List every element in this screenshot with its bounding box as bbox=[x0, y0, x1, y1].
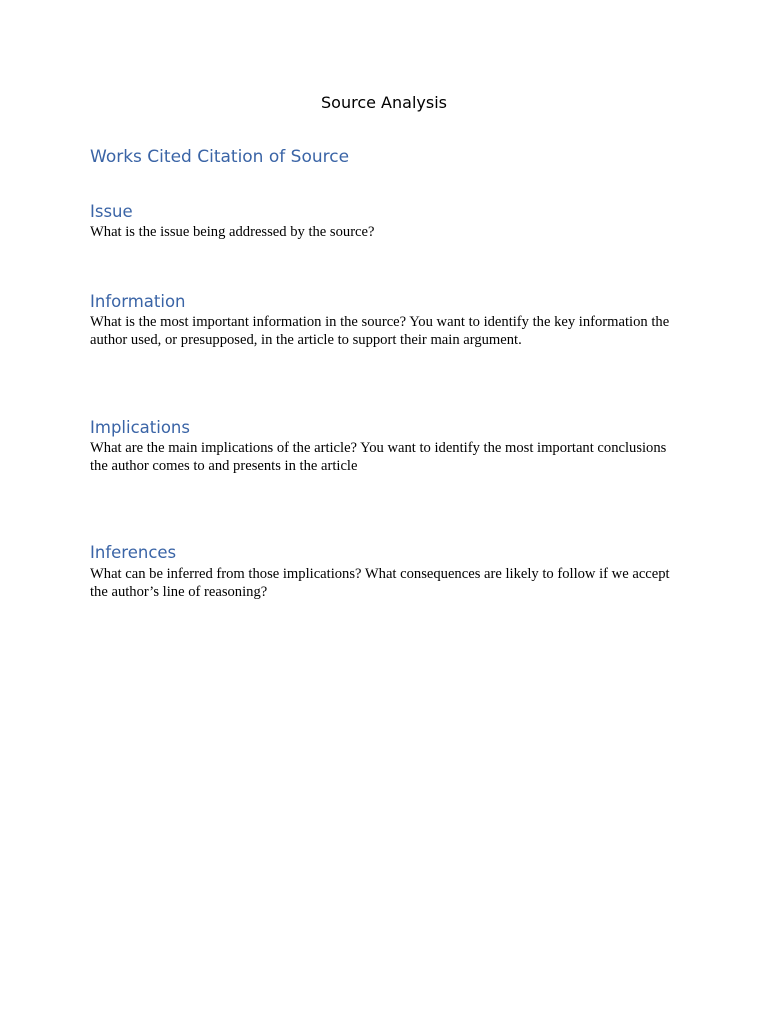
section-text-information: What is the most important information in the source? You want to identify the key information the author used, or presupposed, in the article to support their main argument. bbox=[90, 314, 670, 348]
section-heading-inferences: Inferences bbox=[90, 543, 177, 562]
section-text-issue: What is the issue being addressed by the source? bbox=[90, 224, 375, 240]
document-title: Source Analysis bbox=[321, 93, 447, 112]
section-text-inferences: What can be inferred from those implications? What consequences are likely to follow if we accept the author’s line of reasoning? bbox=[90, 566, 670, 600]
citation-heading: Works Cited Citation of Source bbox=[90, 147, 350, 167]
section-heading-implications: Implications bbox=[90, 418, 190, 437]
section-heading-information: Information bbox=[90, 292, 186, 311]
section-heading-issue: Issue bbox=[90, 202, 133, 221]
section-text-implications: What are the main implications of the article? You want to identify the most important conclusions the author comes to and presents in the article bbox=[90, 440, 667, 474]
